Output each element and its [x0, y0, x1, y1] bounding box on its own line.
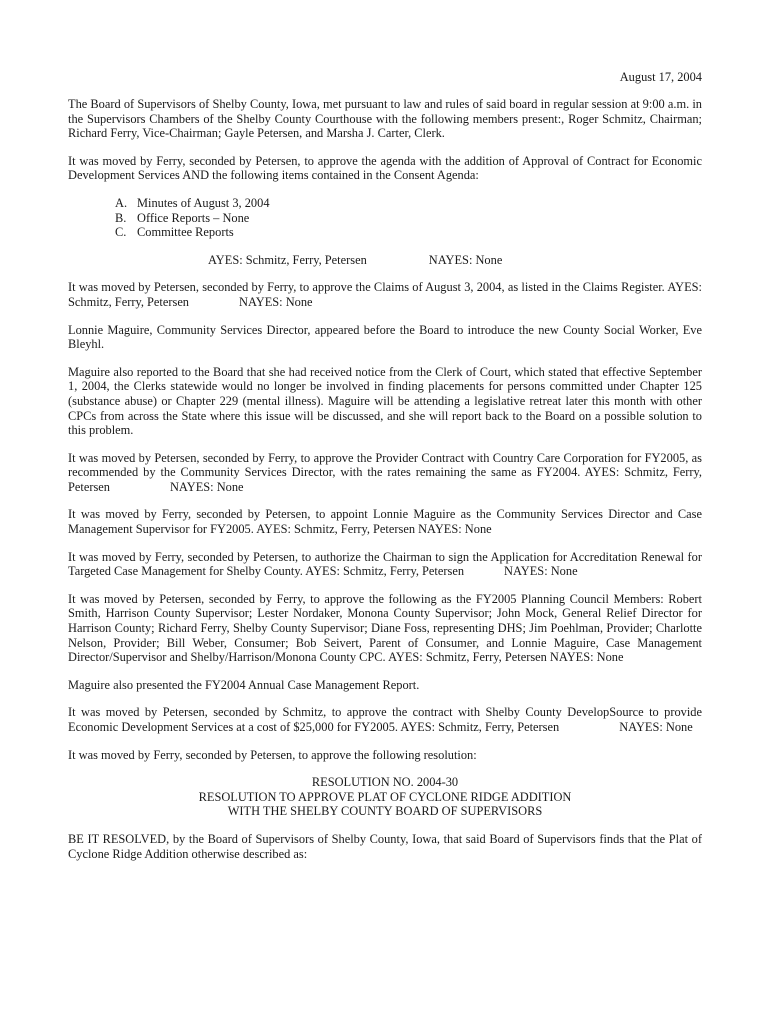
consent-agenda-list [115, 196, 702, 240]
annual-report-note: Maguire also presented the FY2004 Annual Case Management Report. [68, 677, 420, 692]
planning-council-motion: It was moved by Petersen, seconded by Ferry, to approve the following as the FY2005 Planning Council Members: Robert Smith, Harrison County Supervisor; Lester Nordaker, Monona County Supervisor; John Mock, General Relief Director for Harrison County; Richard Ferry, Shelby County Supervisor; Diane Foss, representing DHS; Jim Poehlman, Provider; Charlotte Nelson, Provider; Bill Weber, Consumer; Bob Seivert, Parent of Consumer, and Lonnie Maguire, Case Management Director/Supervisor and Shelby/Harrison/Monona County CPC. AYES: Schmitz, Ferry, Petersen NAYES: None [68, 591, 702, 665]
provider-contract-motion: It was moved by Petersen, seconded by Ferry, to approve the Provider Contract with Country Care Corporation for FY2005, as recommended by the Community Services Director, with the rates remaining the same as FY2004. AYES: Schmitz, Ferry, Petersen NAYES: None [68, 450, 702, 494]
developsource-motion: It was moved by Petersen, seconded by Schmitz, to approve the contract with Shelby County DevelopSource to provide Economic Development Services at a cost of $25,000 for FY2005. AYES: Schmitz, Ferry, Petersen NAYES: None [68, 705, 702, 734]
appointment-motion: It was moved by Ferry, seconded by Petersen, to appoint Lonnie Maguire as the Community Services Director and Case Management Supervisor for FY2005. AYES: Schmitz, Ferry, Petersen NAYES: None [68, 507, 702, 537]
resolution-body: BE IT RESOLVED, by the Board of Supervisors of Shelby County, Iowa, that said Board of Supervisors finds that the Plat of Cyclone Ridge Addition otherwise described as: [68, 831, 702, 861]
list-item: B. Office Reports – None [115, 210, 250, 225]
list-item: C. Committee Reports [115, 225, 234, 240]
resolution-number: RESOLUTION NO. 2004-30 [311, 775, 459, 790]
resolution-subtitle: WITH THE SHELBY COUNTY BOARD OF SUPERVISORS [227, 804, 543, 819]
minutes-body [68, 97, 702, 874]
consent-vote [208, 253, 702, 268]
agenda-motion: It was moved by Ferry, seconded by Petersen, to approve the agenda with the addition of Approval of Contract for Economic Development Services AND the following items contained in the Consent Agenda: [68, 153, 702, 183]
nayes-text: NAYES: None [428, 252, 503, 267]
list-item: A. Minutes of August 3, 2004 [115, 195, 270, 210]
accreditation-motion: It was moved by Ferry, seconded by Petersen, to authorize the Chairman to sign the Application for Accreditation Renewal for Targeted Case Management for Shelby County. AYES: Schmitz, Ferry, Petersen NAYES: None [68, 549, 702, 579]
attendance-paragraph: The Board of Supervisors of Shelby County, Iowa, met pursuant to law and rules of said board in regular session at 9:00 a.m. in the Supervisors Chambers of the Shelby County Courthouse with the following members present:, Roger Schmitz, Chairman; Richard Ferry, Vice-Chairman; Gayle Petersen, and Marsha J. Carter, Clerk. [68, 97, 702, 141]
ayes-text: AYES: Schmitz, Ferry, Petersen [208, 252, 367, 267]
resolution-title: RESOLUTION TO APPROVE PLAT OF CYCLONE RIDGE ADDITION [198, 789, 572, 804]
clerk-notice-report: Maguire also reported to the Board that she had received notice from the Clerk of Court, which stated that effective September 1, 2004, the Clerks statewide would no longer be involved in finding placements for persons committed under Chapter 125 (substance abuse) or Chapter 229 (mental illness). Maguire will be attending a legislative retreat later this month with other CPCs from across the State where this issue will be discussed, and she will report back to the Board on a possible solution to this problem. [68, 364, 702, 438]
social-worker-intro: Lonnie Maguire, Community Services Director, appeared before the Board to introduce the new County Social Worker, Eve Bleyhl. [68, 322, 702, 352]
claims-motion: It was moved by Petersen, seconded by Ferry, to approve the Claims of August 3, 2004, as listed in the Claims Register. AYES: Schmitz, Ferry, Petersen NAYES: None [68, 280, 702, 309]
resolution-heading [68, 775, 702, 819]
resolution-motion: It was moved by Ferry, seconded by Petersen, to approve the following resolution: [68, 747, 477, 762]
meeting-date: August 17, 2004 [619, 70, 702, 84]
